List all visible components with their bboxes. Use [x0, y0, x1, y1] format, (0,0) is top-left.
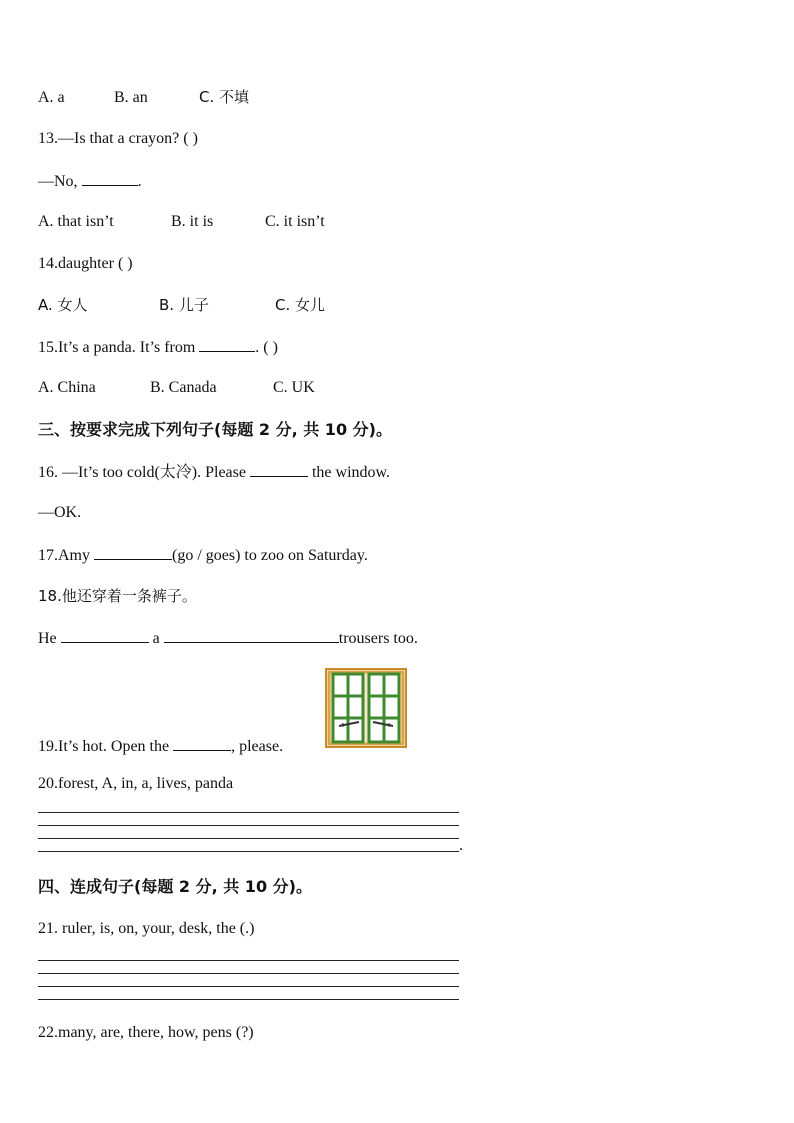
q13-reply	[38, 171, 142, 192]
section-3-heading: 三、按要求完成下列句子(每题 2 分, 共 10 分)。	[38, 420, 392, 439]
q17-suffix: (go / goes) to zoo on Saturday.	[172, 547, 368, 564]
q18-part2: a	[152, 630, 164, 647]
q14-option-a: A. 女人	[38, 296, 88, 314]
q20-end-mark: .	[459, 837, 463, 854]
q21-words: 21. ruler, is, on, your, desk, the (.)	[38, 920, 255, 937]
q22-words: 22.many, are, there, how, pens (?)	[38, 1024, 254, 1041]
q21-answer-line-3[interactable]	[38, 986, 459, 987]
q18-chinese: 18.他还穿着一条裤子。	[38, 587, 197, 605]
window-left-sash	[333, 674, 363, 742]
q13-option-b: B. it is	[171, 213, 214, 230]
q12-option-c: C. 不填	[199, 88, 250, 106]
q13-reply-prefix: —No,	[38, 173, 82, 190]
q15-options	[38, 378, 315, 398]
q19-answer-blank[interactable]	[173, 736, 231, 751]
q13-option-a: A. that isn’t	[38, 213, 114, 230]
q19-suffix: , please.	[231, 738, 284, 755]
q17-question	[38, 545, 368, 566]
q13-question: 13.—Is that a crayon? ( )	[38, 130, 198, 147]
q20-answer-line-4[interactable]	[38, 851, 459, 852]
q14-options	[38, 295, 325, 315]
q21-answer-line-1[interactable]	[38, 960, 459, 961]
q14-option-c: C. 女儿	[275, 296, 326, 314]
q16-question	[38, 462, 390, 483]
q18-sentence	[38, 628, 418, 649]
q14-question: 14.daughter ( )	[38, 255, 133, 272]
q16-reply: —OK.	[38, 504, 82, 521]
q12-option-a: A. a	[38, 89, 65, 106]
q13-answer-blank[interactable]	[82, 171, 138, 186]
q15-question	[38, 337, 278, 358]
q15-question-suffix: . ( )	[255, 339, 278, 356]
q17-prefix: 17.Amy	[38, 547, 94, 564]
q20-answer-line-1[interactable]	[38, 812, 459, 813]
q14-option-b: B. 儿子	[159, 296, 209, 314]
q15-option-c: C. UK	[273, 379, 315, 396]
q18-part3: trousers too.	[338, 630, 418, 647]
q13-option-c: C. it isn’t	[265, 213, 325, 230]
q16-prefix: 16. —It’s too cold(太冷). Please	[38, 464, 250, 481]
q16-answer-blank[interactable]	[250, 462, 308, 477]
window-right-sash	[369, 674, 399, 742]
q12-options	[38, 87, 249, 108]
q13-reply-suffix: .	[137, 173, 142, 190]
q18-part1: He	[38, 630, 61, 647]
q20-answer-line-2[interactable]	[38, 825, 459, 826]
q16-suffix: the window.	[307, 464, 391, 481]
q18-answer-blank-1[interactable]	[61, 628, 149, 643]
q19-question	[38, 736, 283, 757]
q13-options	[38, 212, 325, 232]
q21-answer-line-4[interactable]	[38, 999, 459, 1000]
q19-prefix: 19.It’s hot. Open the	[38, 738, 174, 755]
q15-option-b: B. Canada	[150, 379, 217, 396]
window-picture	[325, 668, 407, 748]
q15-answer-blank[interactable]	[199, 337, 255, 352]
q15-question-prefix: 15.It’s a panda. It’s from	[38, 339, 200, 356]
q15-option-a: A. China	[38, 379, 96, 396]
q18-answer-blank-2[interactable]	[164, 628, 339, 643]
q21-answer-line-2[interactable]	[38, 973, 459, 974]
q20-words: 20.forest, A, in, a, lives, panda	[38, 775, 234, 792]
q12-option-b: B. an	[114, 89, 148, 106]
q20-answer-line-3[interactable]	[38, 838, 459, 839]
section-4-heading: 四、连成句子(每题 2 分, 共 10 分)。	[38, 877, 312, 896]
q17-answer-blank[interactable]	[94, 545, 172, 560]
